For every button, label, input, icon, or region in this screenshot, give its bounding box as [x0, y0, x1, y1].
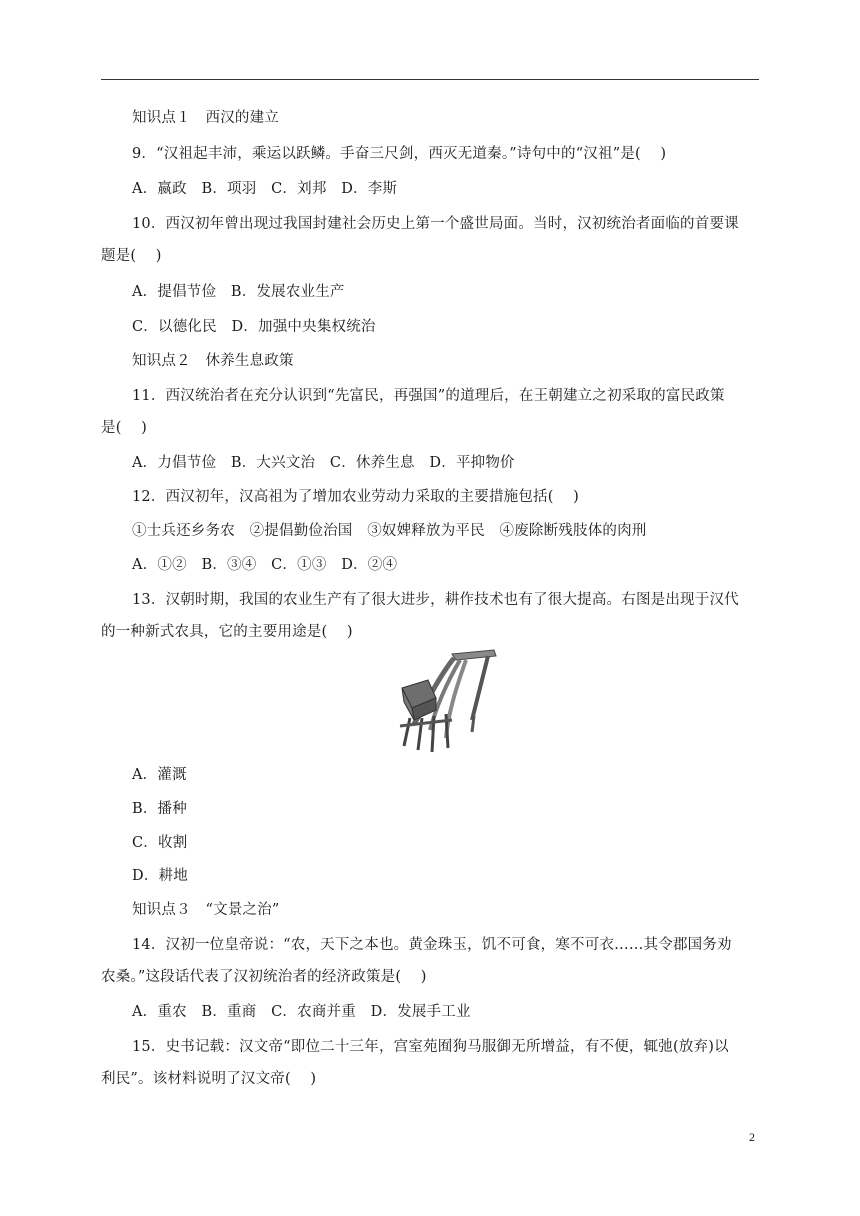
page-number: 2: [749, 1130, 755, 1144]
question-11-options: A．力倡节俭 B．大兴文治 C．休养生息 D．平抑物价: [132, 455, 515, 471]
header-rule: [101, 79, 759, 80]
question-12-statements: ①士兵还乡务农 ②提倡勤俭治国 ③奴婢释放为平民 ④废除断残肢体的肉刑: [132, 523, 647, 539]
question-10-options-ab: A．提倡节俭 B．发展农业生产: [132, 284, 345, 300]
question-14-options: A．重农 B．重商 C．农商并重 D．发展手工业: [132, 1004, 471, 1020]
section-heading-2: 知识点２ 休养生息政策: [132, 353, 294, 369]
question-13-option-b: B．播种: [132, 801, 187, 817]
question-9-stem: 9．“汉祖起丰沛，乘运以跃鳞。手奋三尺剑，西灭无道秦。”诗句中的“汉祖”是( ): [132, 146, 667, 162]
question-9-options: A．嬴政 B．项羽 C．刘邦 D．李斯: [132, 181, 398, 197]
seed-drill-image: [390, 648, 500, 760]
question-10-stem-line2: 题是( ): [101, 248, 162, 264]
question-11-stem-line1: 11．西汉统治者在充分认识到“先富民，再强国”的道理后，在王朝建立之初采取的富民政策: [132, 388, 725, 404]
question-13-option-a: A．灌溉: [132, 767, 187, 783]
question-12-stem: 12．西汉初年，汉高祖为了增加农业劳动力采取的主要措施包括( ): [132, 489, 579, 505]
question-13-stem-line1: 13．汉朝时期，我国的农业生产有了很大进步，耕作技术也有了很大提高。右图是出现于汉代: [132, 592, 739, 608]
question-10-stem-line1: 10．西汉初年曾出现过我国封建社会历史上第一个盛世局面。当时，汉初统治者面临的首要课: [132, 216, 739, 232]
question-13-option-d: D．耕地: [132, 868, 188, 884]
section-heading-3: 知识点３ “文景之治”: [132, 902, 280, 918]
question-10-options-cd: C．以德化民 D．加强中央集权统治: [132, 319, 376, 335]
question-13-option-c: C．收割: [132, 835, 188, 851]
question-14-stem-line1: 14．汉初一位皇帝说：“农，天下之本也。黄金珠玉，饥不可食，寒不可衣……其令郡国务劝: [132, 937, 732, 953]
question-12-options: A．①② B．③④ C．①③ D．②④: [132, 557, 398, 573]
question-15-stem-line1: 15．史书记载：汉文帝“即位二十三年，宫室苑囿狗马服御无所增益，有不便，辄弛(放弃)以: [132, 1039, 729, 1055]
question-11-stem-line2: 是( ): [101, 420, 147, 436]
section-heading-1: 知识点１ 西汉的建立: [132, 110, 279, 126]
question-14-stem-line2: 农桑。”这段话代表了汉初统治者的经济政策是( ): [101, 969, 427, 985]
question-15-stem-line2: 利民”。该材料说明了汉文帝( ): [101, 1071, 317, 1087]
question-13-stem-line2: 的一种新式农具，它的主要用途是( ): [101, 624, 353, 640]
